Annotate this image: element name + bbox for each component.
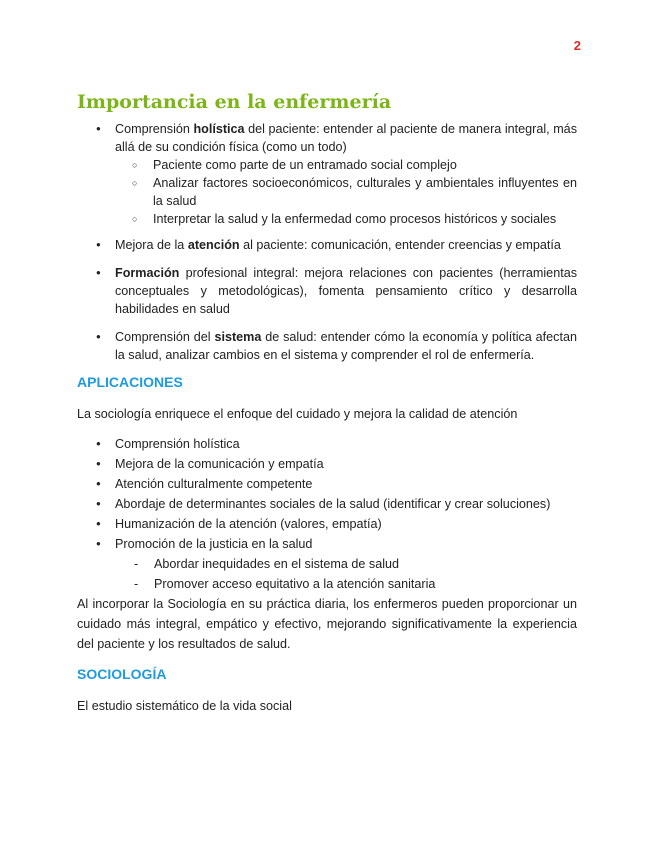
aplicaciones-heading: APLICACIONES (77, 374, 183, 390)
sub-list-item: ○ Analizar factores socioeconómicos, culturales y ambientales influyentes en la salud (115, 174, 577, 210)
sub-list-item: ○ Paciente como parte de un entramado social complejo (115, 156, 577, 174)
justice-sub-list (77, 554, 577, 594)
page-number: 2 (573, 38, 581, 53)
list-item: ● Comprensión holística (77, 434, 577, 454)
list-item: ● Abordaje de determinantes sociales de la salud (identificar y crear soluciones) (77, 494, 577, 514)
document-body (77, 90, 577, 716)
list-item: ● Atención culturalmente competente (77, 474, 577, 494)
section-title: Importancia en la enfermería (77, 91, 392, 113)
list-item: ● Mejora de la atención al paciente: comunicación, entender creencias y empatía (77, 236, 577, 254)
sub-list-item: - Abordar inequidades en el sistema de salud (77, 554, 577, 574)
list-item: ● Comprensión del sistema de salud: entender cómo la economía y política afectan la salud, analizar cambios en el sistema y comprender el rol de enfermería. (77, 328, 577, 364)
sub-list (115, 156, 577, 228)
aplicaciones-list (77, 434, 577, 554)
list-item: ● Promoción de la justicia en la salud (77, 534, 577, 554)
list-item: ● Mejora de la comunicación y empatía (77, 454, 577, 474)
list-item: ● Formación profesional integral: mejora relaciones con pacientes (herramientas conceptuales y metodológicas), fomenta pensamiento crítico y desarrolla habilidades en salud (77, 264, 577, 318)
sociologia-heading: SOCIOLOGÍA (77, 666, 167, 682)
list-item: ● Comprensión holística del paciente: entender al paciente de manera integral, más allá de su condición física (como un todo) ○ Paciente como parte de un entramado social complejo ○ Analizar factores socioeconómicos, culturales y ambientales influyentes en la salud ○ Interpretar la salud y la enfermedad como procesos históricos y sociales (77, 120, 577, 228)
sub-list-item: - Promover acceso equitativo a la atención sanitaria (77, 574, 577, 594)
sub-list-item: ○ Interpretar la salud y la enfermedad como procesos históricos y sociales (115, 210, 577, 228)
aplicaciones-intro: La sociología enriquece el enfoque del cuidado y mejora la calidad de atención (77, 407, 518, 421)
list-item: ● Humanización de la atención (valores, empatía) (77, 514, 577, 534)
sociologia-definition: El estudio sistemático de la vida social (77, 699, 292, 713)
importance-list (77, 120, 577, 364)
aplicaciones-conclusion: Al incorporar la Sociología en su práctica diaria, los enfermeros pueden proporcionar un cuidado más integral, empático y efectivo, mejorando significativamente la experiencia del paciente y los resultados de salud. (77, 597, 577, 651)
